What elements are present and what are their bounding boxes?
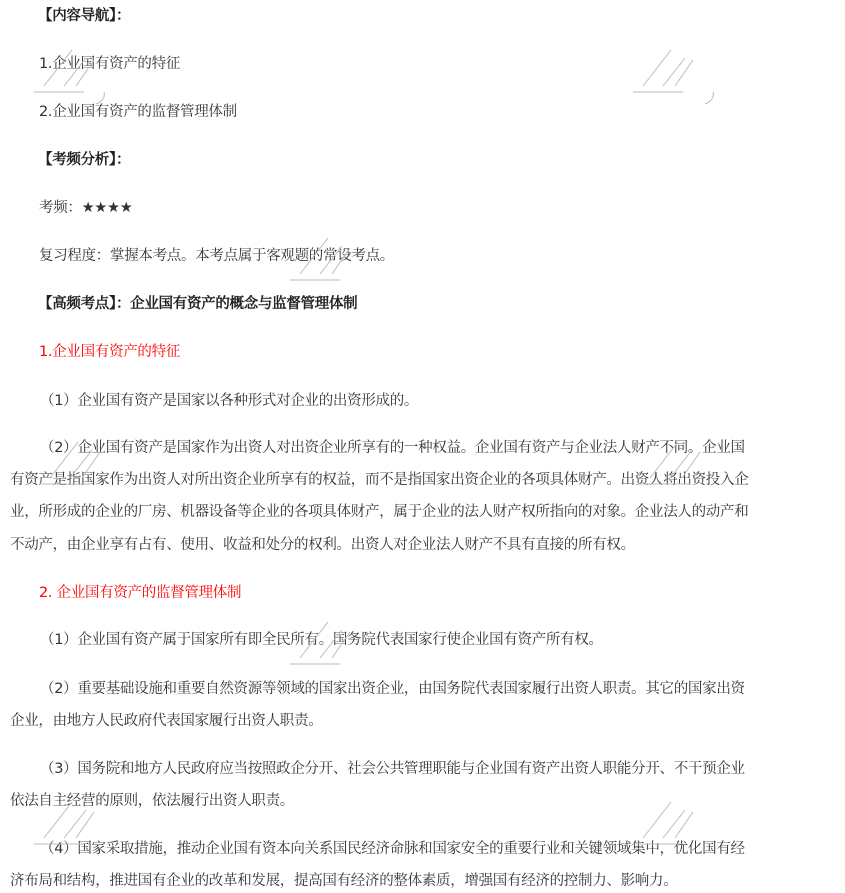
section1-para2-line4: 不动产，由企业享有占有、使用、收益和处分的权利。出资人对企业法人财产不具有直接的所有权。 bbox=[10, 537, 635, 553]
section2-para3-line1: （3）国务院和地方人民政府应当按照政企分开、社会公共管理职能与企业国有资产出资人职能分开、不干预企业 bbox=[40, 761, 745, 777]
watermark-icon bbox=[290, 236, 380, 296]
section1-para2-line2: 有资产是指国家作为出资人对所出资企业所享有的权益，而不是指国家出资企业的各项具体财产。出资人将出资投入企 bbox=[10, 472, 749, 488]
topic-heading: 【高频考点】：企业国有资产的概念与监督管理体制 bbox=[38, 296, 358, 312]
frequency-rating: 考频：★★★★ bbox=[39, 200, 133, 216]
section2-para1: （1）企业国有资产属于国家所有即全民所有。国务院代表国家行使企业国有资产所有权。 bbox=[40, 632, 603, 648]
section2-para3-line2: 依法自主经营的原则，依法履行出资人职责。 bbox=[10, 793, 294, 809]
section2-para2-line2: 企业，由地方人民政府代表国家履行出资人职责。 bbox=[10, 713, 323, 729]
section1-para2-line3: 业，所形成的企业的厂房、机器设备等企业的各项具体财产，属于企业的法人财产权所指向的对象。企业法人的动产和 bbox=[10, 504, 749, 520]
section1-para2-line1: （2）企业国有资产是国家作为出资人对出资企业所享有的一种权益。企业国有资产与企业法人财产不同。企业国 bbox=[40, 440, 745, 456]
section1-title: 1.企业国有资产的特征 bbox=[39, 344, 181, 360]
nav-heading: 【内容导航】： bbox=[38, 8, 131, 24]
section1-para1: （1）企业国有资产是国家以各种形式对企业的出资形成的。 bbox=[40, 393, 419, 409]
frequency-heading: 【考频分析】： bbox=[38, 152, 131, 168]
section2-title: 2. 企业国有资产的监督管理体制 bbox=[39, 585, 242, 601]
section2-para4-line1: （4）国家采取措施，推动企业国有资本向关系国民经济命脉和国家安全的重要行业和关键领域集中，优化国有经 bbox=[40, 841, 745, 857]
watermark-icon bbox=[290, 620, 380, 680]
section2-para2-line1: （2）重要基础设施和重要自然资源等领域的国家出资企业，由国务院代表国家履行出资人职责。其它的国家出资 bbox=[40, 681, 745, 697]
nav-item-1: 1.企业国有资产的特征 bbox=[39, 56, 181, 72]
nav-item-2: 2.企业国有资产的监督管理体制 bbox=[39, 104, 237, 120]
review-level: 复习程度：掌握本考点。本考点属于客观题的常设考点。 bbox=[39, 248, 394, 264]
section2-para4-line2: 济布局和结构，推进国有企业的改革和发展，提高国有经济的整体素质，增强国有经济的控制力、影响力。 bbox=[10, 873, 678, 889]
